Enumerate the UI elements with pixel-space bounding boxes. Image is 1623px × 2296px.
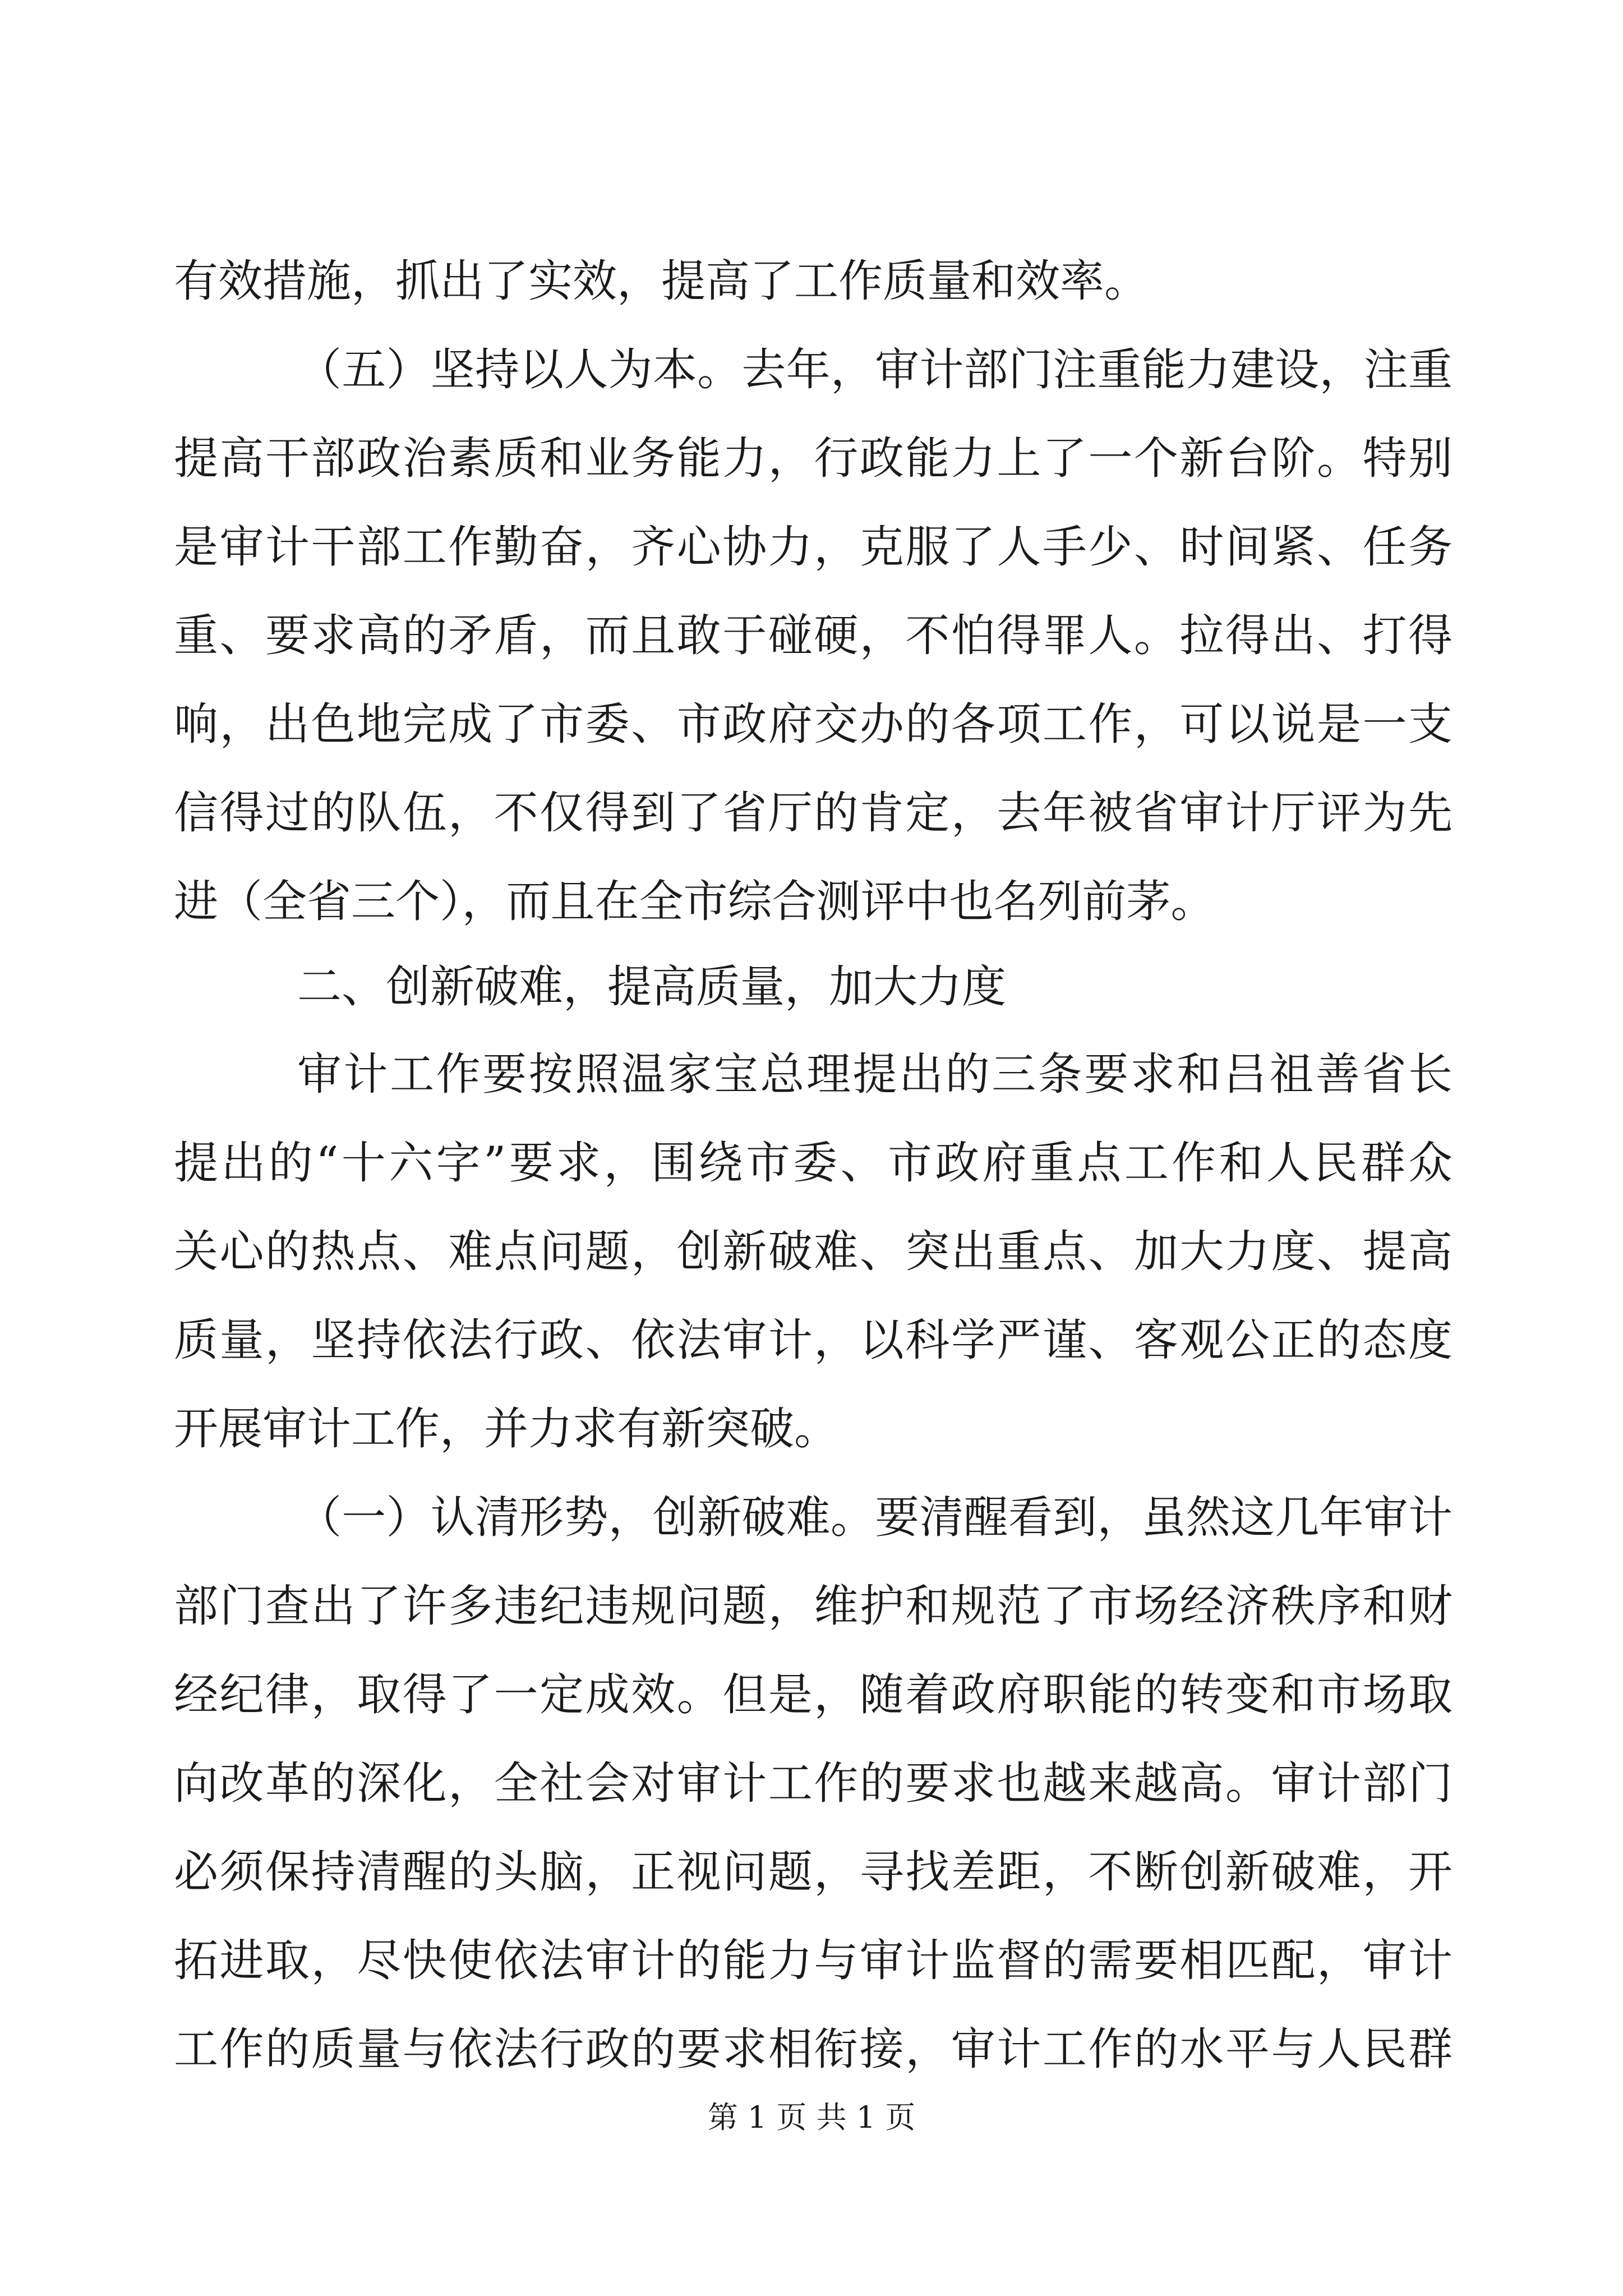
- text-line: 重、要求高的矛盾，而且敢于碰硬，不怕得罪人。拉得出、打得: [174, 610, 1453, 661]
- text-line: 审计工作要按照温家宝总理提出的三条要求和吕祖善省长: [297, 1048, 1453, 1100]
- text-line: 响，出色地完成了市委、市政府交办的各项工作，可以说是一支: [174, 698, 1453, 750]
- text-line: 提出的“十六字”要求，围绕市委、市政府重点工作和人民群众: [174, 1137, 1453, 1189]
- text-line: 信得过的队伍，不仅得到了省厅的肯定，去年被省审计厅评为先: [174, 787, 1453, 839]
- text-line: 必须保持清醒的头脑，正视问题，寻找差距，不断创新破难，开: [174, 1846, 1453, 1898]
- text-line: （五）坚持以人为本。去年，审计部门注重能力建设，注重: [297, 344, 1453, 395]
- text-line: 进（全省三个），而且在全市综合测评中也名列前茅。: [174, 876, 1215, 927]
- text-line: 质量，坚持依法行政、依法审计，以科学严谨、客观公正的态度: [174, 1314, 1453, 1366]
- text-line: 是审计干部工作勤奋，齐心协力，克服了人手少、时间紧、任务: [174, 521, 1453, 573]
- text-line: 开展审计工作，并力求有新突破。: [174, 1403, 838, 1455]
- text-line: 拓进取，尽快使依法审计的能力与审计监督的需要相匹配，审计: [174, 1935, 1453, 1986]
- text-line: 二、创新破难，提高质量，加大力度: [297, 961, 1006, 1013]
- text-line: 关心的热点、难点问题，创新破难、突出重点、加大力度、提高: [174, 1226, 1453, 1277]
- text-line: 经纪律，取得了一定成效。但是，随着政府职能的转变和市场取: [174, 1669, 1453, 1720]
- text-line: （一）认清形势，创新破难。要清醒看到，虽然这几年审计: [297, 1492, 1453, 1543]
- text-line: 向改革的深化，全社会对审计工作的要求也越来越高。审计部门: [174, 1757, 1453, 1809]
- page-footer: 第 1 页 共 1 页: [707, 2100, 916, 2135]
- text-line: 提高干部政治素质和业务能力，行政能力上了一个新台阶。特别: [174, 432, 1453, 484]
- text-line: 工作的质量与依法行政的要求相衔接，审计工作的水平与人民群: [174, 2023, 1453, 2075]
- text-line: 部门查出了许多违纪违规问题，维护和规范了市场经济秩序和财: [174, 1580, 1453, 1632]
- text-line: 有效措施，抓出了实效，提高了工作质量和效率。: [174, 255, 1149, 307]
